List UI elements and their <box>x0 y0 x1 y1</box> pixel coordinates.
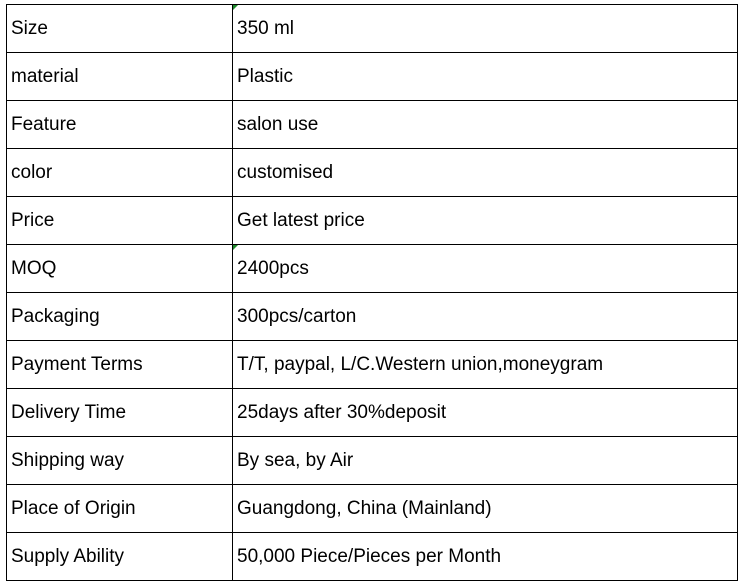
spec-value: T/T, paypal, L/C.Western union,moneygram <box>237 353 604 375</box>
cell-marker <box>233 5 238 10</box>
spec-label: Size <box>7 5 233 53</box>
table-row <box>7 149 738 197</box>
spec-value-cell <box>233 389 738 437</box>
spec-value: 50,000 Piece/Pieces per Month <box>237 545 502 567</box>
spec-value: 350 ml <box>237 17 295 39</box>
table-row <box>7 341 738 389</box>
spec-label: MOQ <box>7 245 233 293</box>
spec-value: 25days after 30%deposit <box>237 401 447 423</box>
spec-value-cell <box>233 101 738 149</box>
spec-value-cell <box>233 533 738 581</box>
spec-value-cell <box>233 53 738 101</box>
spec-label: material <box>7 53 233 101</box>
cell-marker <box>233 245 238 250</box>
spec-value-cell <box>233 197 738 245</box>
spec-value-cell <box>233 245 738 293</box>
table-row <box>7 53 738 101</box>
spec-label: Delivery Time <box>7 389 233 437</box>
spec-value-cell <box>233 293 738 341</box>
spec-table-body <box>7 5 738 581</box>
spec-label: Shipping way <box>7 437 233 485</box>
table-row <box>7 293 738 341</box>
spec-label: color <box>7 149 233 197</box>
table-row <box>7 101 738 149</box>
spec-label: Price <box>7 197 233 245</box>
spec-label: Place of Origin <box>7 485 233 533</box>
spec-value-cell <box>233 5 738 53</box>
table-row <box>7 245 738 293</box>
spec-value: Plastic <box>237 65 293 87</box>
spec-label: Feature <box>7 101 233 149</box>
spec-value: By sea, by Air <box>237 449 354 471</box>
spec-value: Guangdong, China (Mainland) <box>237 497 492 519</box>
spec-value: salon use <box>237 113 319 135</box>
spec-value: Get latest price <box>237 209 365 231</box>
spec-value-cell <box>233 341 738 389</box>
spec-label: Packaging <box>7 293 233 341</box>
table-row <box>7 485 738 533</box>
spec-value-cell <box>233 437 738 485</box>
spec-label: Payment Terms <box>7 341 233 389</box>
spec-value: customised <box>237 161 334 183</box>
product-spec-table <box>6 4 738 581</box>
spec-value: 2400pcs <box>237 257 309 279</box>
spec-value: 300pcs/carton <box>237 305 357 327</box>
spec-label: Supply Ability <box>7 533 233 581</box>
spec-value-cell <box>233 485 738 533</box>
spec-value-cell <box>233 149 738 197</box>
table-row <box>7 197 738 245</box>
table-row <box>7 5 738 53</box>
table-row <box>7 533 738 581</box>
table-row <box>7 437 738 485</box>
table-row <box>7 389 738 437</box>
